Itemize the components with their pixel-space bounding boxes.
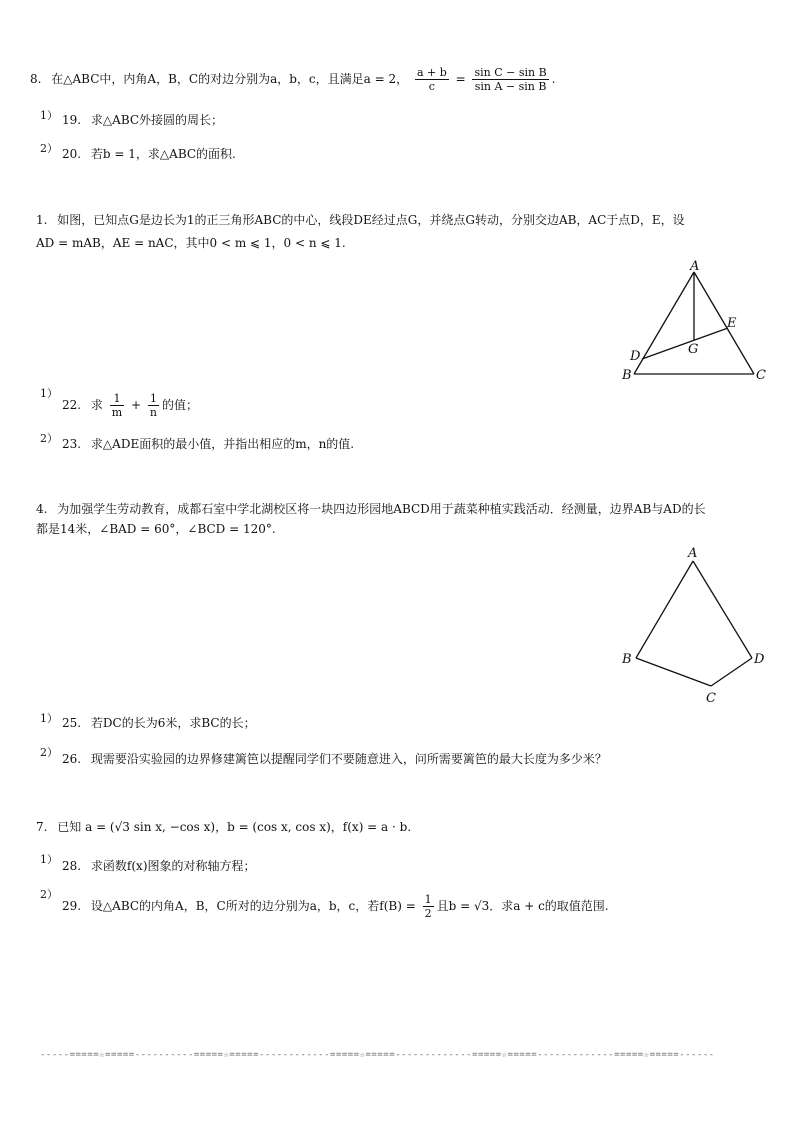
q22: 22. 求 $\frac{1}{m}$ + $\frac{1}{n}$ 的值； (62, 392, 199, 419)
q20: 20. 若b = 1，求△ABC的面积. (62, 147, 236, 161)
q22-marker: 1） (40, 387, 58, 400)
q18-fraction-2: $\frac{\text{sin C − sin B}}{\text{sin A − sin B}}$ (474, 66, 547, 93)
q29: 29. 设△ABC的内角A，B，C所对的边分别为a，b，c，若f(B) = $\frac{1}{2}$ 且b = √3．求a + c的取值范围. (62, 893, 609, 920)
q28-marker: 1） (40, 853, 58, 866)
label-G: G (688, 342, 699, 357)
q23-marker: 2） (40, 432, 58, 445)
q24-stem-line2: 都是14米，∠BAD = 60°，∠BCD = 120°. (36, 522, 276, 536)
q27-stem: 7. 已知 a = (√3 sin x, −cos x)，b = (cos x, cos x)，f(x) = a · b. (36, 820, 412, 834)
q18-fraction-1: $\frac{a + b}{c}$ (416, 66, 447, 93)
label-C: C (706, 691, 716, 706)
label-D: D (754, 652, 765, 667)
q18-stem-text: 在△ABC中，内角A，B，C的对边分别为a，b，c，且满足a = 2， (51, 72, 409, 86)
q19-marker: 1） (40, 109, 58, 122)
label-B: B (622, 368, 632, 383)
quadrilateral-figure (620, 540, 780, 710)
label-D: D (630, 349, 641, 364)
q28: 28. 求函数f(x)图象的对称轴方程； (62, 859, 256, 873)
q18-stem: 8. 在△ABC中，内角A，B，C的对边分别为a，b，c，且满足a = 2， $\frac{a + b}{c}$ = $\frac{\text{sin C − sin B}}{\text{sin A − sin B}}$ . (30, 66, 556, 93)
label-C: C (756, 368, 766, 383)
q21-stem-line2: AD = mAB，AE = nAC，其中0 < m ⩽ 1，0 < n ⩽ 1. (36, 236, 346, 250)
q18-number: 8. (30, 72, 42, 86)
label-B: B (622, 652, 632, 667)
label-A: A (688, 546, 698, 561)
q25: 25. 若DC的长为6米，求BC的长； (62, 716, 256, 730)
q24-stem-line1: 4. 为加强学生劳动教育，成都石室中学北湖校区将一块四边形园地ABCD用于蔬菜种植实践活动．经测量，边界AB与AD的长 (36, 502, 706, 516)
q26-marker: 2） (40, 746, 58, 759)
q21-stem-line1: 1. 如图，已知点G是边长为1的正三角形ABC的中心，线段DE经过点G，并绕点G转动，分别交边AB，AC于点D，E，设 (36, 213, 685, 227)
q26: 26. 现需要沿实验园的边界修建篱笆以提醒同学们不要随意进入，问所需要篱笆的最大长度为多少米？ (62, 752, 607, 766)
q25-marker: 1） (40, 712, 58, 725)
label-A: A (690, 259, 700, 274)
q23: 23. 求△ADE面积的最小值，并指出相应的m，n的值. (62, 437, 355, 451)
footer-divider: -----=====☆=====----------=====☆=====------------=====☆=====-------------=====☆=====-------------=====☆=====------ (40, 1050, 715, 1060)
q20-marker: 2） (40, 142, 58, 155)
q29-marker: 2） (40, 888, 58, 901)
label-E: E (727, 316, 737, 331)
equilateral-triangle-figure (620, 258, 780, 388)
q19: 19. 求△ABC外接圆的周长； (62, 113, 224, 127)
